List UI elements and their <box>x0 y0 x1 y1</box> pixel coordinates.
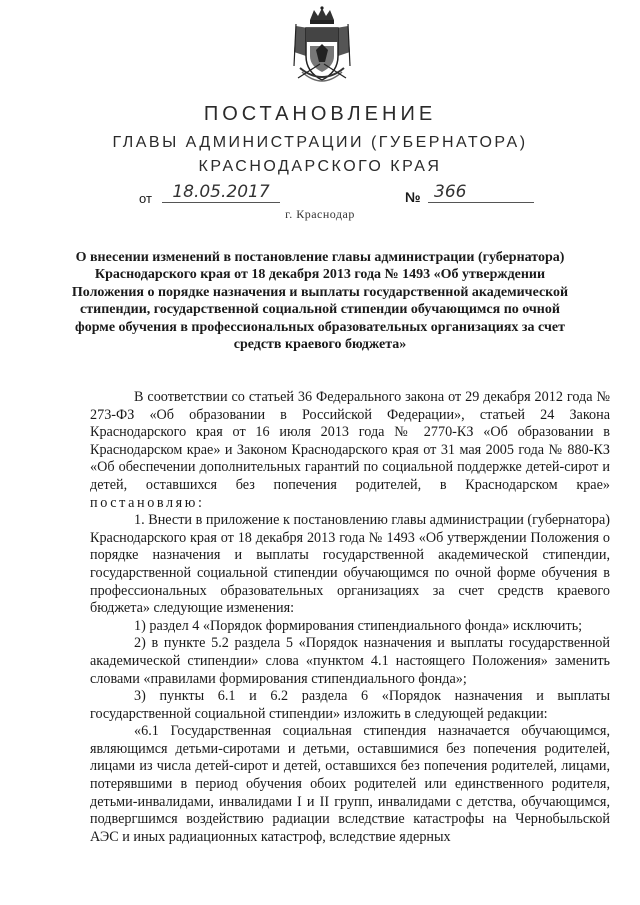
document-body <box>90 389 610 846</box>
paragraph-subitem-1: 1) раздел 4 «Порядок формирования стипендиального фонда» исключить; <box>134 617 583 634</box>
preamble-text: В соответствии со статьей 36 Федерального закона от 29 декабря 2012 года № 273-ФЗ «Об образовании в Российской Федерации», статьей 24 Закона Краснодарского края от 16 июля 2013 года № 2770-КЗ «Об образовании в Краснодарском крае» и Законом Краснодарского края от 31 мая 2005 года № 880-КЗ «Об обеспечении дополнительных гарантий по социальной поддержке детей-сирот и детей, оставшихся без попечения родителей, в Краснодарском крае» <box>90 389 610 493</box>
paragraph-quote-6-1: «6.1 Государственная социальная стипендия назначается обучающимся, являющимся детьми-сиротами и детьми, оставшимися без попечения родителей, лицами из числа детей-сирот и детей, оставшихся без попечения родителей, лицами, потерявшими в период обучения обоих родителей или единственного родителя, детьми-инвалидами, инвалидами I и II групп, инвалидами с детства, обучающимся, подвергшимся воздействию радиации вследствие катастрофы на Чернобыльской АЭС и иных радиационных катастроф, вследствие ядерных <box>90 723 610 845</box>
date-label: от <box>139 191 152 206</box>
paragraph-item-1: 1. Внести в приложение к постановлению главы администрации (губернатора) Краснодарского края от 18 декабря 2013 года № 1493 «Об утверждении Положения о порядке назначения и выплаты государственной академической стипендии, государственной социальной стипендии обучающимся по очной форме обучения в профессиональных образовательных организациях за счет средств краевого бюджета» следующие изменения: <box>90 512 610 617</box>
number-value: 366 <box>428 182 534 203</box>
issuer-heading-line2: КРАСНОДАРСКОГО КРАЯ <box>198 158 442 175</box>
coat-of-arms-emblem <box>290 6 354 88</box>
issuer-heading-line1: ГЛАВЫ АДМИНИСТРАЦИИ (ГУБЕРНАТОРА) <box>112 134 528 151</box>
document-type-heading: ПОСТАНОВЛЕНИЕ <box>203 103 437 125</box>
document-title: О внесении изменений в постановление главы администрации (губернатора) Краснодарского края от 18 декабря 2013 года № 1493 «Об утверждении Положения о порядке назначения и выплаты государственной академической стипендии, государственной социальной стипендии обучающимся по очной форме обучения в профессиональных образовательных организациях за счет средств краевого бюджета» <box>71 250 569 353</box>
date-value: 18.05.2017 <box>162 182 280 203</box>
paragraph-preamble <box>90 389 610 512</box>
paragraph-subitem-3: 3) пункты 6.1 и 6.2 раздела 6 «Порядок назначения и выплаты государственной социальной стипендии» изложить в следующей редакции: <box>90 688 610 722</box>
decree-word: постановляю: <box>90 494 205 511</box>
number-label: № <box>405 189 421 205</box>
city-label: г. Краснодар <box>285 207 355 221</box>
paragraph-subitem-2: 2) в пункте 5.2 раздела 5 «Порядок назначения и выплаты государственной академической стипендии» слова «пунктом 4.1 настоящего Положения» заменить словами «правилами формирования стипендиального фонда»; <box>90 635 610 687</box>
